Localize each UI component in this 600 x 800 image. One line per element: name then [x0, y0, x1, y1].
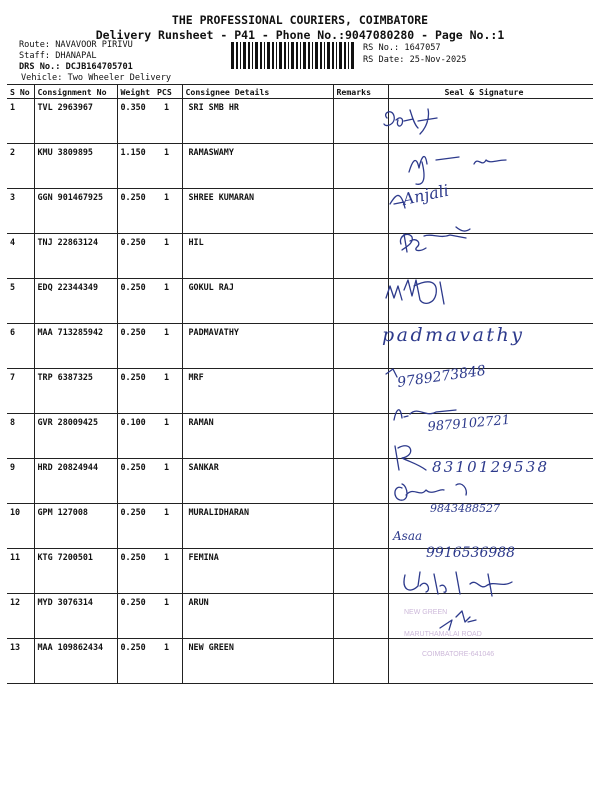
cell-consignment-no: MYD 3076314 — [34, 594, 117, 639]
cell-sno: 4 — [7, 234, 34, 279]
cell-consignee: SANKAR — [182, 459, 333, 504]
cell-consignment-no: EDQ 22344349 — [34, 279, 117, 324]
stamp-line-3: COIMBATORE-641046 — [422, 651, 495, 658]
cell-consignee: PADMAVATHY — [182, 324, 333, 369]
cell-weight: 0.250 — [117, 594, 154, 639]
col-header-signature: Seal & Signature — [388, 85, 593, 99]
cell-sno: 1 — [7, 99, 34, 144]
cell-weight: 0.250 — [117, 549, 154, 594]
col-header-sno: S No — [7, 85, 34, 99]
cell-pcs: 1 — [154, 414, 182, 459]
col-header-weight: Weight — [117, 85, 154, 99]
signature-row-12 — [404, 572, 512, 596]
cell-pcs: 1 — [154, 144, 182, 189]
staff-label: Staff: DHANAPAL — [19, 51, 97, 61]
rs-number: RS No.: 1647057 — [363, 43, 441, 53]
stamp-line-2: MARUTHAMALAI ROAD — [404, 631, 482, 638]
drs-number: DRS No.: DCJB164705701 — [19, 62, 133, 72]
cell-sno: 7 — [7, 369, 34, 414]
cell-consignee: MURALIDHARAN — [182, 504, 333, 549]
cell-consignment-no: KTG 7200501 — [34, 549, 117, 594]
signature-row-4 — [400, 227, 470, 252]
cell-weight: 1.150 — [117, 144, 154, 189]
cell-weight: 0.250 — [117, 504, 154, 549]
cell-consignee: NEW GREEN — [182, 639, 333, 684]
cell-consignment-no: MAA 713285942 — [34, 324, 117, 369]
cell-sno: 12 — [7, 594, 34, 639]
cell-consignee: ARUN — [182, 594, 333, 639]
cell-consignee: HIL — [182, 234, 333, 279]
cell-weight: 0.250 — [117, 324, 154, 369]
cell-consignment-no: GGN 901467925 — [34, 189, 117, 234]
cell-consignee: FEMINA — [182, 549, 333, 594]
cell-pcs: 1 — [154, 639, 182, 684]
cell-weight: 0.350 — [117, 99, 154, 144]
cell-pcs: 1 — [154, 459, 182, 504]
cell-sno: 5 — [7, 279, 34, 324]
cell-weight: 0.250 — [117, 234, 154, 279]
cell-sno: 3 — [7, 189, 34, 234]
rs-date: RS Date: 25-Nov-2025 — [363, 55, 467, 65]
signature-row-10-text: 9843488527 — [430, 502, 500, 515]
signature-row-7-text: 9789273848 — [396, 362, 487, 391]
signature-row-7-mark — [386, 369, 397, 377]
seal-stamp — [404, 609, 494, 658]
cell-sno: 10 — [7, 504, 34, 549]
vehicle-label: Vehicle: Two Wheeler Delivery — [21, 73, 172, 83]
cell-weight: 0.250 — [117, 279, 154, 324]
cell-consignment-no: GVR 28009425 — [34, 414, 117, 459]
cell-pcs: 1 — [154, 549, 182, 594]
cell-pcs: 1 — [154, 234, 182, 279]
cell-pcs: 1 — [154, 279, 182, 324]
cell-consignee: SRI SMB HR — [182, 99, 333, 144]
signature-row-9-text: 8310129538 — [432, 458, 547, 476]
signature-row-9-mark — [395, 446, 426, 470]
cell-consignment-no: GPM 127008 — [34, 504, 117, 549]
signature-row-11-name: Asaa — [393, 529, 423, 543]
cell-consignee: SHREE KUMARAN — [182, 189, 333, 234]
cell-sno: 11 — [7, 549, 34, 594]
cell-consignment-no: TNJ 22863124 — [34, 234, 117, 279]
cell-consignment-no: KMU 3809895 — [34, 144, 117, 189]
signature-row-10-mark — [395, 484, 466, 500]
signature-row-11-number: 9916536988 — [426, 545, 516, 561]
cell-pcs: 1 — [154, 324, 182, 369]
col-header-consignee: Consignee Details — [182, 85, 333, 99]
col-header-pcs: PCS — [154, 85, 182, 99]
stamp-line-1: NEW GREEN — [404, 609, 448, 616]
cell-weight: 0.250 — [117, 639, 154, 684]
cell-sno: 6 — [7, 324, 34, 369]
cell-consignment-no: HRD 20824944 — [34, 459, 117, 504]
cell-pcs: 1 — [154, 504, 182, 549]
cell-consignment-no: MAA 109862434 — [34, 639, 117, 684]
cell-consignment-no: TRP 6387325 — [34, 369, 117, 414]
cell-sno: 9 — [7, 459, 34, 504]
signature-row-2 — [409, 156, 506, 184]
cell-consignee: RAMAN — [182, 414, 333, 459]
cell-pcs: 1 — [154, 369, 182, 414]
cell-sno: 8 — [7, 414, 34, 459]
cell-pcs: 1 — [154, 189, 182, 234]
cell-weight: 0.100 — [117, 414, 154, 459]
cell-weight: 0.250 — [117, 459, 154, 504]
col-header-remarks: Remarks — [333, 85, 388, 99]
signature-row-5 — [386, 280, 444, 304]
cell-sno: 13 — [7, 639, 34, 684]
cell-consignment-no: TVL 2963967 — [34, 99, 117, 144]
signature-row-1 — [384, 109, 437, 134]
cell-consignee: MRF — [182, 369, 333, 414]
col-header-consignment: Consignment No — [34, 85, 117, 99]
cell-consignee: GOKUL RAJ — [182, 279, 333, 324]
runsheet-subtitle: Delivery Runsheet - P41 - Phone No.:9047080280 - Page No.:1 — [95, 28, 505, 42]
signature-row-8-text: 9879102721 — [427, 412, 511, 435]
cell-sno: 2 — [7, 144, 34, 189]
company-name: THE PROFESSIONAL COURIERS, COIMBATORE — [171, 13, 429, 27]
cell-pcs: 1 — [154, 594, 182, 639]
signature-row-6-text: padmavathy — [382, 324, 522, 346]
cell-weight: 0.250 — [117, 189, 154, 234]
cell-consignee: RAMASWAMY — [182, 144, 333, 189]
cell-weight: 0.250 — [117, 369, 154, 414]
signature-row-3-text: Anjali — [400, 180, 451, 209]
cell-pcs: 1 — [154, 99, 182, 144]
route-label: Route: NAVAVOOR PIRIVU — [19, 40, 133, 50]
